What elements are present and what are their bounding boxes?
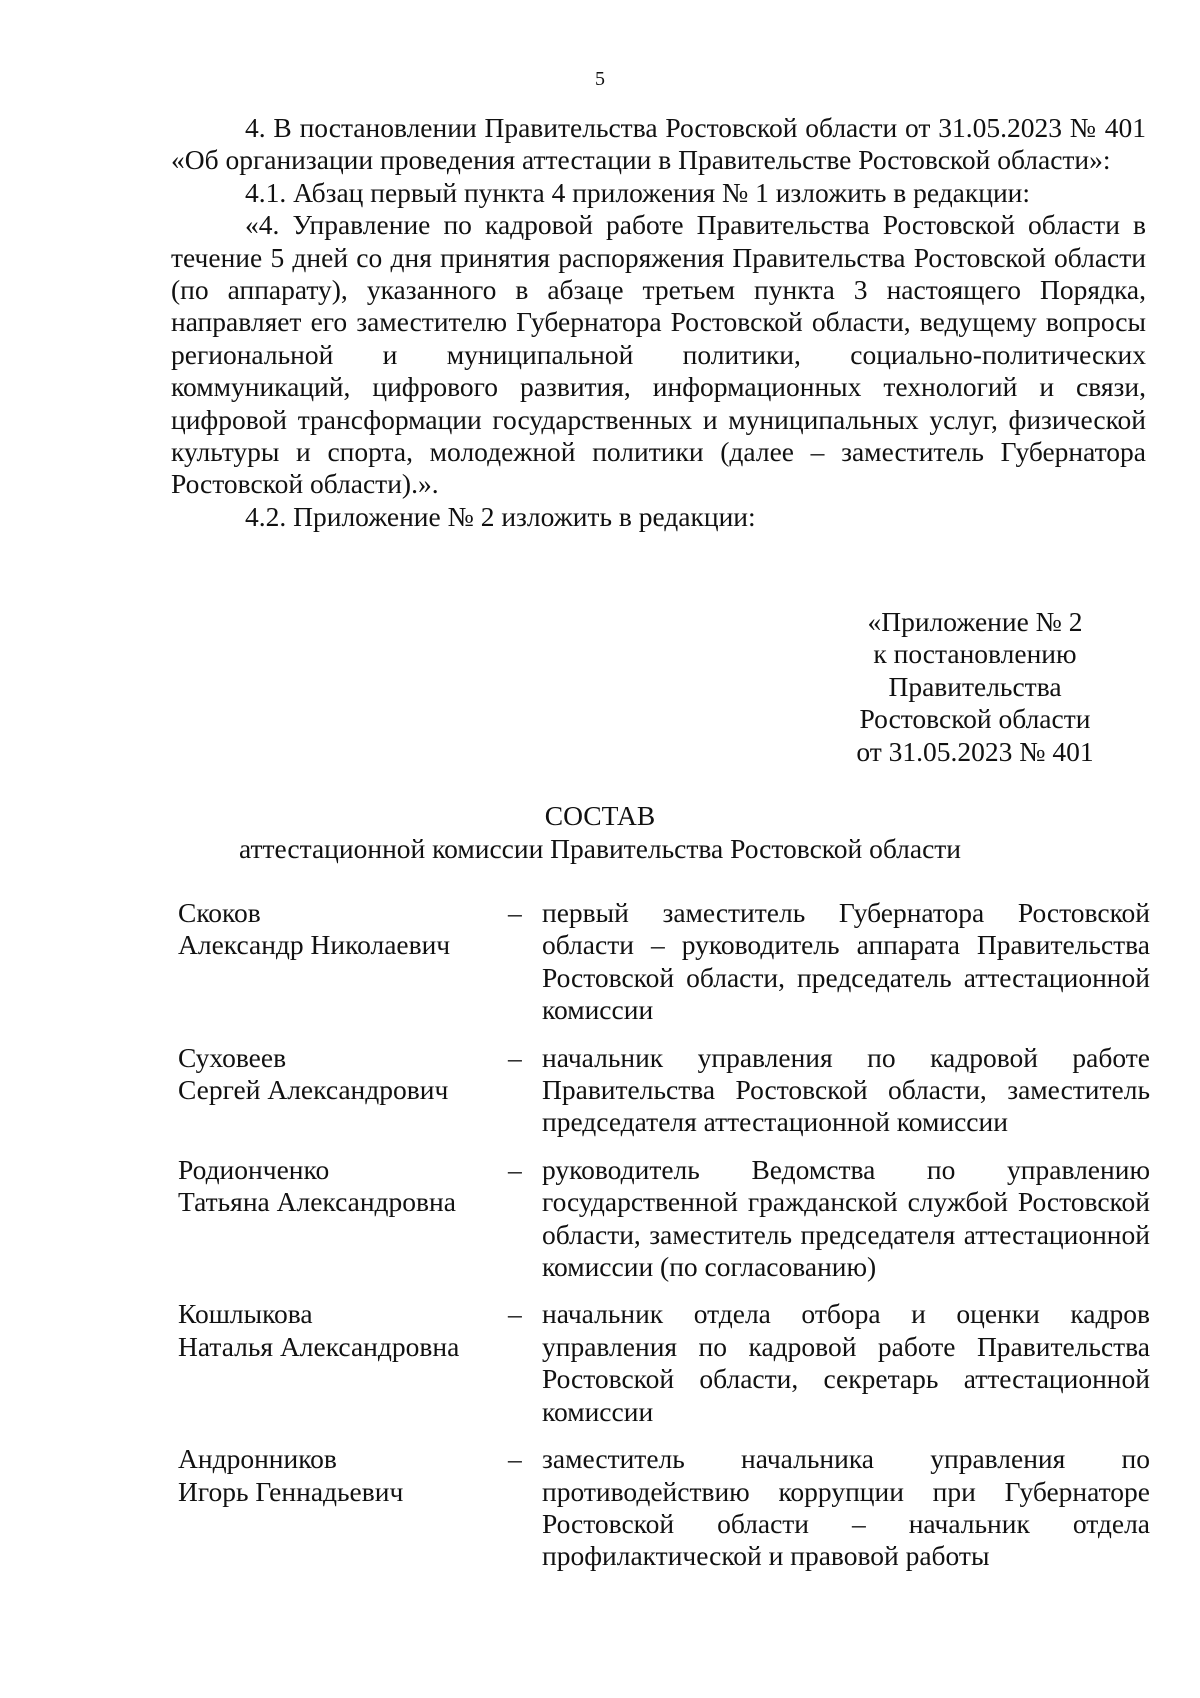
section-title: СОСТАВ xyxy=(544,800,656,831)
member-given-names: Игорь Геннадьевич xyxy=(178,1475,404,1507)
appendix-line: от 31.05.2023 № 401 xyxy=(856,735,1094,767)
member-given-names: Наталья Александровна xyxy=(178,1330,460,1362)
dash-separator: – xyxy=(508,1041,522,1073)
member-role: начальник управления по кадровой работе Правительства Ростовской области, заместитель председателя аттестационной комиссии xyxy=(542,1041,1150,1138)
section-subtitle: аттестационной комиссии Правительства Ростовской области xyxy=(238,833,962,864)
member-surname: Скоков xyxy=(178,897,261,928)
member-surname: Кошлыкова xyxy=(178,1298,313,1330)
member-given-names: Александр Николаевич xyxy=(178,929,451,961)
member-name xyxy=(178,897,508,1027)
paragraph-quoted-4: «4. Управление по кадровой работе Правительства Ростовской области в течение 5 дней со дня принятия распоряжения Правительства Ростовской области (по аппарату), указанного в абзаце третьем пункта 3 настоящего Порядка, направляет его заместителю Губернатора Ростовской области, ведущему вопросы региональной и муниципальной политики, социально-политических коммуникаций, цифрового развития, информационных технологий и связи, цифровой трансформации государственных и муниципальных услуг, физической культуры и спорта, молодежной политики (далее – заместитель Губернатора Ростовской области).». xyxy=(171,209,1146,500)
appendix-line: Правительства xyxy=(888,670,1062,702)
dash-separator: – xyxy=(508,897,522,928)
member-role: первый заместитель Губернатора Ростовской области – руководитель аппарата Правительства Ростовской области, председатель аттестационной комиссии xyxy=(542,897,1150,1026)
dash-separator: – xyxy=(508,1298,522,1330)
appendix-line: Ростовской области xyxy=(859,703,1091,735)
paragraph-4-1: 4.1. Абзац первый пункта 4 приложения № 1 изложить в редакции: xyxy=(245,176,1031,208)
page-number: 5 xyxy=(595,68,605,90)
member-row xyxy=(178,1298,1150,1428)
member-row xyxy=(178,897,1150,1027)
member-role: руководитель Ведомства по управлению государственной гражданской службой Ростовской области, заместитель председателя аттестационной комиссии (по согласованию) xyxy=(542,1153,1150,1283)
commission-members-list xyxy=(178,897,1150,1588)
member-row xyxy=(178,1443,1150,1573)
member-name xyxy=(178,1443,508,1573)
member-role: начальник отдела отбора и оценки кадров управления по кадровой работе Правительства Ростовской области, секретарь аттестационной комиссии xyxy=(542,1298,1150,1427)
body-text xyxy=(171,112,1146,533)
member-row xyxy=(178,1042,1150,1139)
member-name xyxy=(178,1042,508,1139)
member-surname: Родионченко xyxy=(178,1153,330,1185)
paragraph-4-2: 4.2. Приложение № 2 изложить в редакции: xyxy=(245,500,756,532)
member-surname: Андронников xyxy=(178,1443,337,1475)
dash-separator: – xyxy=(508,1443,522,1475)
member-given-names: Сергей Александрович xyxy=(178,1074,449,1106)
appendix-line: «Приложение № 2 xyxy=(867,606,1083,637)
member-surname: Суховеев xyxy=(178,1041,287,1073)
member-role: заместитель начальника управления по противодействию коррупции при Губернаторе Ростовской области – начальник отдела профилактической и правовой работы xyxy=(542,1443,1150,1572)
dash-separator: – xyxy=(508,1153,522,1185)
member-name xyxy=(178,1154,508,1284)
member-given-names: Татьяна Александровна xyxy=(178,1186,456,1218)
paragraph-4: 4. В постановлении Правительства Ростовской области от 31.05.2023 № 401 «Об организации проведения аттестации в Правительстве Ростовской области»: xyxy=(171,112,1146,176)
appendix-line: к постановлению xyxy=(873,638,1077,670)
member-name xyxy=(178,1298,508,1428)
member-row xyxy=(178,1154,1150,1284)
appendix-header xyxy=(840,606,1110,768)
